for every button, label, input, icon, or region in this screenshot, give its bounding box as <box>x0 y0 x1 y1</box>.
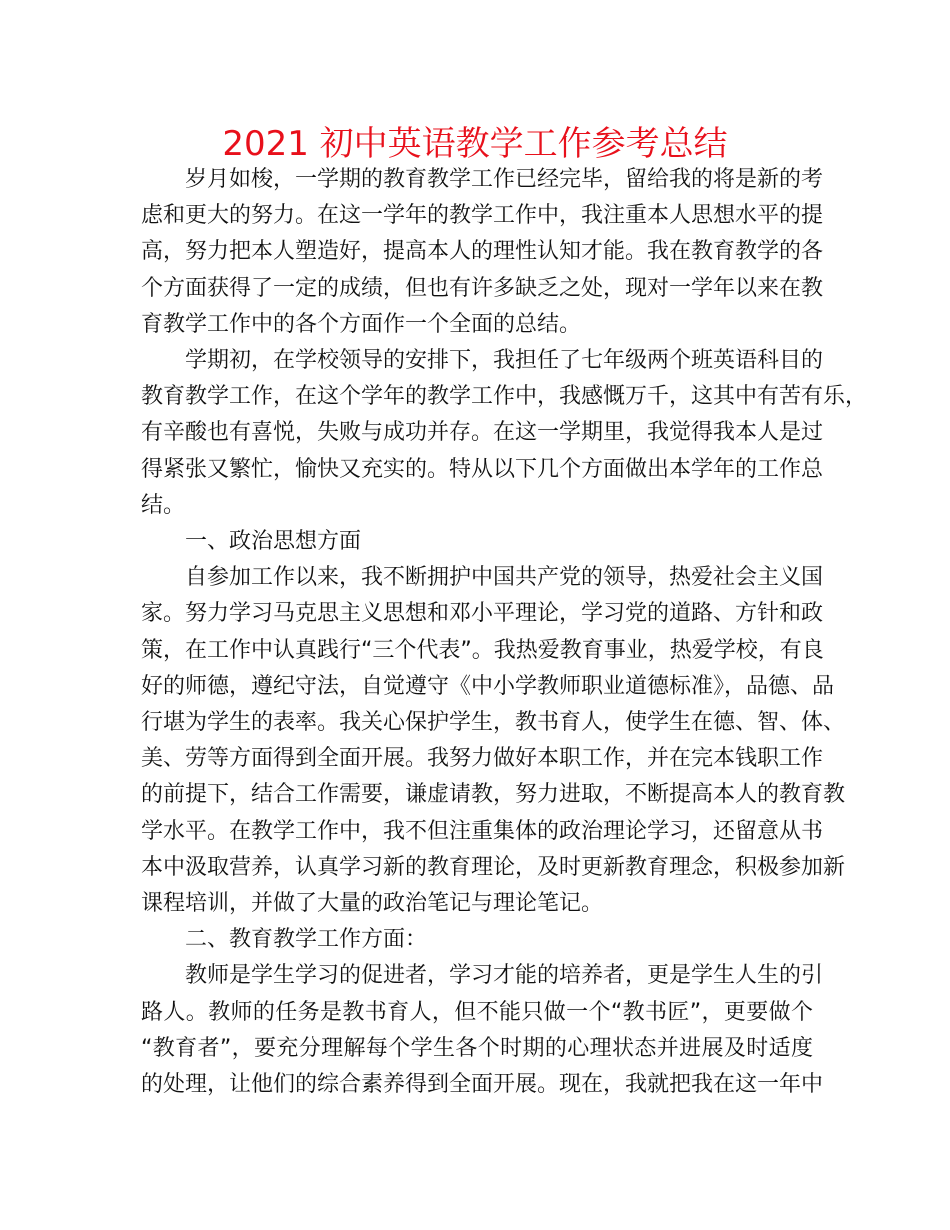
section-heading-text: 一、政治思想方面 <box>185 529 362 555</box>
paragraph <box>141 162 824 343</box>
text-line: 路人。教师的任务是教书育人，但不能只做一个“教书匠”，更要做个 <box>141 999 813 1025</box>
text-line: 个方面获得了一定的成绩，但也有许多缺乏之处，现对一学年以来在教 <box>141 275 824 301</box>
text-line: 家。努力学习马克思主义思想和邓小平理论，学习党的道路、方针和政 <box>141 601 824 627</box>
text-line: 学水平。在教学工作中，我不但注重集体的政治理论学习，还留意从书 <box>141 818 824 844</box>
text-line: 虑和更大的努力。在这一学年的教学工作中，我注重本人思想水平的提 <box>141 203 824 229</box>
document-title: 2021 初中英语教学工作参考总结 <box>222 124 728 164</box>
section-heading-text: 二、教育教学工作方面： <box>185 927 428 953</box>
text-line: 自参加工作以来，我不断拥护中国共产党的领导，热爱社会主义国 <box>185 565 824 591</box>
text-line: 美、劳等方面得到全面开展。我努力做好本职工作，并在完本钱职工作 <box>141 746 824 772</box>
text-line: 教育教学工作，在这个学年的教学工作中，我感慨万千，这其中有苦有乐， <box>141 384 868 410</box>
text-line: 高，努力把本人塑造好，提高本人的理性认知才能。我在教育教学的各 <box>141 239 824 265</box>
text-line: 学期初，在学校领导的安排下，我担任了七年级两个班英语科目的 <box>185 348 824 374</box>
text-line: 有辛酸也有喜悦，失败与成功并存。在这一学期里，我觉得我本人是过 <box>141 420 824 446</box>
text-line: 课程培训，并做了大量的政治笔记与理论笔记。 <box>141 891 604 917</box>
text-line: 育教学工作中的各个方面作一个全面的总结。 <box>141 311 582 337</box>
text-line: 的处理，让他们的综合素养得到全面开展。现在，我就把我在这一年中 <box>141 1072 824 1098</box>
text-line: 教师是学生学习的促进者，学习才能的培养者，更是学生人生的引 <box>185 963 824 989</box>
paragraph <box>141 343 868 524</box>
section-heading <box>141 922 813 958</box>
section-heading <box>141 524 813 560</box>
text-line: 本中汲取营养，认真学习新的教育理论，及时更新教育理念，积极参加新 <box>141 854 846 880</box>
text-line: 得紧张又繁忙，愉快又充实的。特从以下几个方面做出本学年的工作总 <box>141 456 824 482</box>
text-line: 好的师德，遵纪守法，自觉遵守《中小学教师职业道德标准》，品德、品 <box>141 673 835 699</box>
document-body <box>141 162 868 1103</box>
text-line: 行堪为学生的表率。我关心保护学生，教书育人，使学生在德、智、体、 <box>141 710 846 736</box>
paragraph <box>141 958 824 1103</box>
text-line: 结。 <box>141 492 186 518</box>
paragraph <box>141 560 846 922</box>
text-line: 策，在工作中认真践行“三个代表”。我热爱教育事业，热爱学校，有良 <box>141 637 824 663</box>
text-line: 的前提下，结合工作需要，谦虚请教，努力进取，不断提高本人的教育教 <box>141 782 846 808</box>
text-line: “教育者”，要充分理解每个学生各个时期的心理状态并进展及时适度 <box>141 1035 813 1061</box>
text-line: 岁月如梭，一学期的教育教学工作已经完毕，留给我的将是新的考 <box>185 167 824 192</box>
